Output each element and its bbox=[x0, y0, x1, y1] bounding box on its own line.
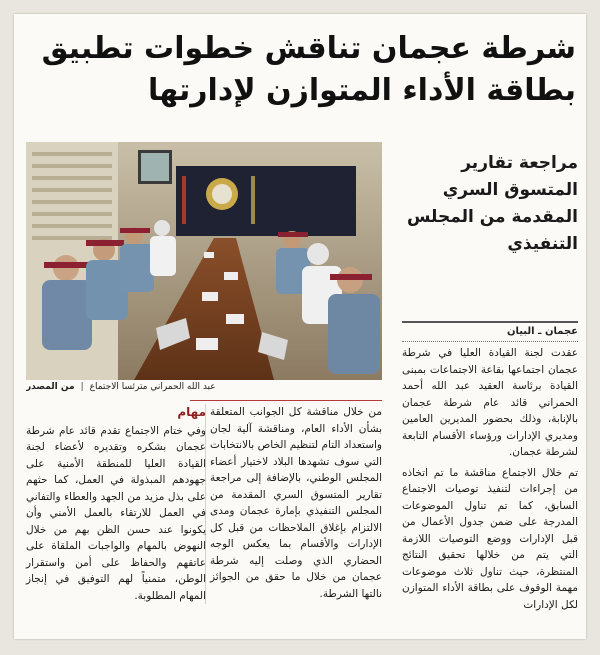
column-heading: مهام bbox=[177, 405, 206, 419]
article-column-middle bbox=[210, 404, 382, 606]
paragraph: تم خلال الاجتماع مناقشة ما تم اتخاذه من إجراءات لتنفيذ توصيات الاجتماع السابق، كما تم تناول الموضوعات المدرجة على ضمن جدول الأعمال من قبل الإدارات ووضع التوصيات اللازمة التي يتم من خلالها تحقيق النتائج المنتظرة، حيث تناول ثلاث موضوعات مهمة الوقوف على بطاقة الأداء المتوازن لكل الإدارات bbox=[402, 466, 578, 611]
photo-source: من المصدر bbox=[26, 382, 75, 392]
photo-caption bbox=[26, 382, 382, 396]
caption-separator: | bbox=[80, 382, 84, 392]
paragraph: وفي ختام الاجتماع تقدم قائد عام شرطة عجمان بشكره وتقديره لأعضاء لجنة القيادة العليا للمنطقة الأمنية على جهودهم المبذولة في العمل، كما حثهم على بذل مزيد من الجهد والعطاء والتفاني في العمل للارتقاء بالعمل الأمني وأن يكونوا عند حسن الظن بهم من خلال النهوض بالمهام والواجبات الملقاة على عاتقهم والحفاظ على أمن واستقرار الوطن، متمنياً لهم التوفيق في إنجاز المهام المطلوبة. bbox=[26, 424, 206, 602]
byline: عجمان ـ البيان bbox=[402, 321, 578, 342]
article-subheadline: مراجعة تقارير المتسوق السري المقدمة من المجلس التنفيذي bbox=[407, 153, 578, 254]
meeting-photo bbox=[26, 142, 382, 380]
article-column-right bbox=[402, 345, 578, 617]
paragraph: من خلال مناقشة كل الجوانب المتعلقة بشأن الأداء العام، ومناقشة آلية لجان واستعداد التام لتنظيم الخاص بالانتخابات التي سوف تشهدها البلاد لاختيار أعضاء المجلس الوطني، بالإضافة إلى مراجعة تقارير المتسوق السري المقدمة من المجلس التنفيذي بإمارة عجمان ومدى الالتزام بإغلاق الملاحظات من قبل كل الإدارات والأقسام بما يعكس الوجه الحضاري الذي وصلت إليه شرطة عجمان من خلال ما حقق من الجوائز نالتها الشرطة. bbox=[210, 406, 382, 600]
caption-text: عبد الله الحمراني مترئساً الاجتماع bbox=[89, 382, 216, 392]
paragraph: عقدت لجنة القيادة العليا في شرطة عجمان اجتماعها بقاعة الاجتماعات بمبنى القيادة برئاسة العقيد عبد الله أحمد الحمراني قائد عام شرطة عجمان بالإنابة، وذلك بحضور المديرين العامين ومديري الإدارات ورؤساء الأقسام التابعة لشرطة عجمان. bbox=[402, 347, 578, 458]
section-rule bbox=[190, 400, 382, 401]
article-headline: شرطة عجمان تناقش خطوات تطبيق بطاقة الأداء المتوازن لإدارتها bbox=[41, 31, 576, 108]
meeting-photo-illustration bbox=[26, 142, 382, 380]
article-column-left bbox=[26, 404, 206, 608]
